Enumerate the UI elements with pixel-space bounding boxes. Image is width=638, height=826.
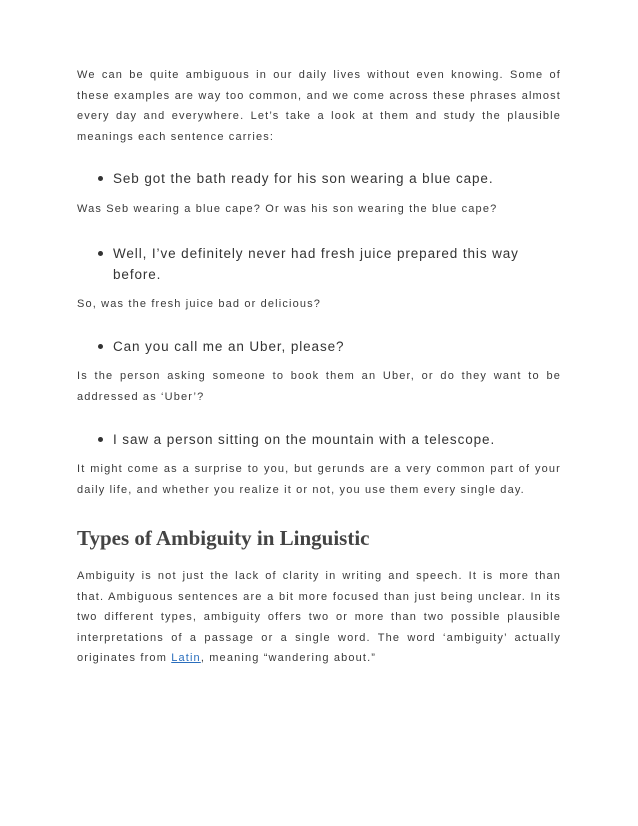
- example-sentence-1: Seb got the bath ready for his son wearing a blue cape.: [113, 171, 494, 186]
- example-question-4: It might come as a surprise to you, but gerunds are a very common part of your daily life, and whether you realize it or not, you use them every single day.: [77, 463, 561, 496]
- bullet-icon: [98, 437, 103, 442]
- document-page: [77, 65, 561, 669]
- example-question-3: Is the person asking someone to book them an Uber, or do they want to be addressed as ‘Uber’?: [77, 370, 561, 403]
- bullet-icon: [98, 344, 103, 349]
- example-bullet-2: [77, 243, 561, 285]
- section-heading: Types of Ambiguity in Linguistic: [77, 526, 370, 550]
- section-paragraph: [77, 566, 561, 669]
- example-bullet-1: [77, 168, 561, 189]
- example-question-2: So, was the fresh juice bad or delicious?: [77, 297, 322, 310]
- bullet-icon: [98, 176, 103, 181]
- example-sentence-2: Well, I’ve definitely never had fresh juice prepared this way before.: [113, 245, 519, 282]
- bullet-icon: [98, 251, 103, 256]
- section-paragraph-tail: , meaning “wandering about.”: [200, 652, 377, 664]
- intro-paragraph: We can be quite ambiguous in our daily lives without even knowing. Some of these examples are way too common, and we come across these phrases almost every day and everywhere. Let’s take a look at them and study the plausible meanings each sentence carries:: [77, 69, 561, 143]
- example-sentence-3: Can you call me an Uber, please?: [113, 339, 345, 354]
- latin-link[interactable]: Latin: [171, 652, 201, 664]
- example-sentence-4: I saw a person sitting on the mountain with a telescope.: [113, 432, 496, 447]
- example-bullet-3: [77, 336, 561, 357]
- example-bullet-4: [77, 429, 561, 450]
- section-paragraph-text: Ambiguity is not just the lack of clarity in writing and speech. It is more than that. Ambiguous sentences are a bit more focused than just being unclear. In its two different types, ambiguity offers two or more than two possible plausible interpretations of a passage or a single word. The word ‘ambiguity’ actually originates from: [77, 570, 561, 664]
- example-question-1: Was Seb wearing a blue cape? Or was his son wearing the blue cape?: [77, 203, 498, 215]
